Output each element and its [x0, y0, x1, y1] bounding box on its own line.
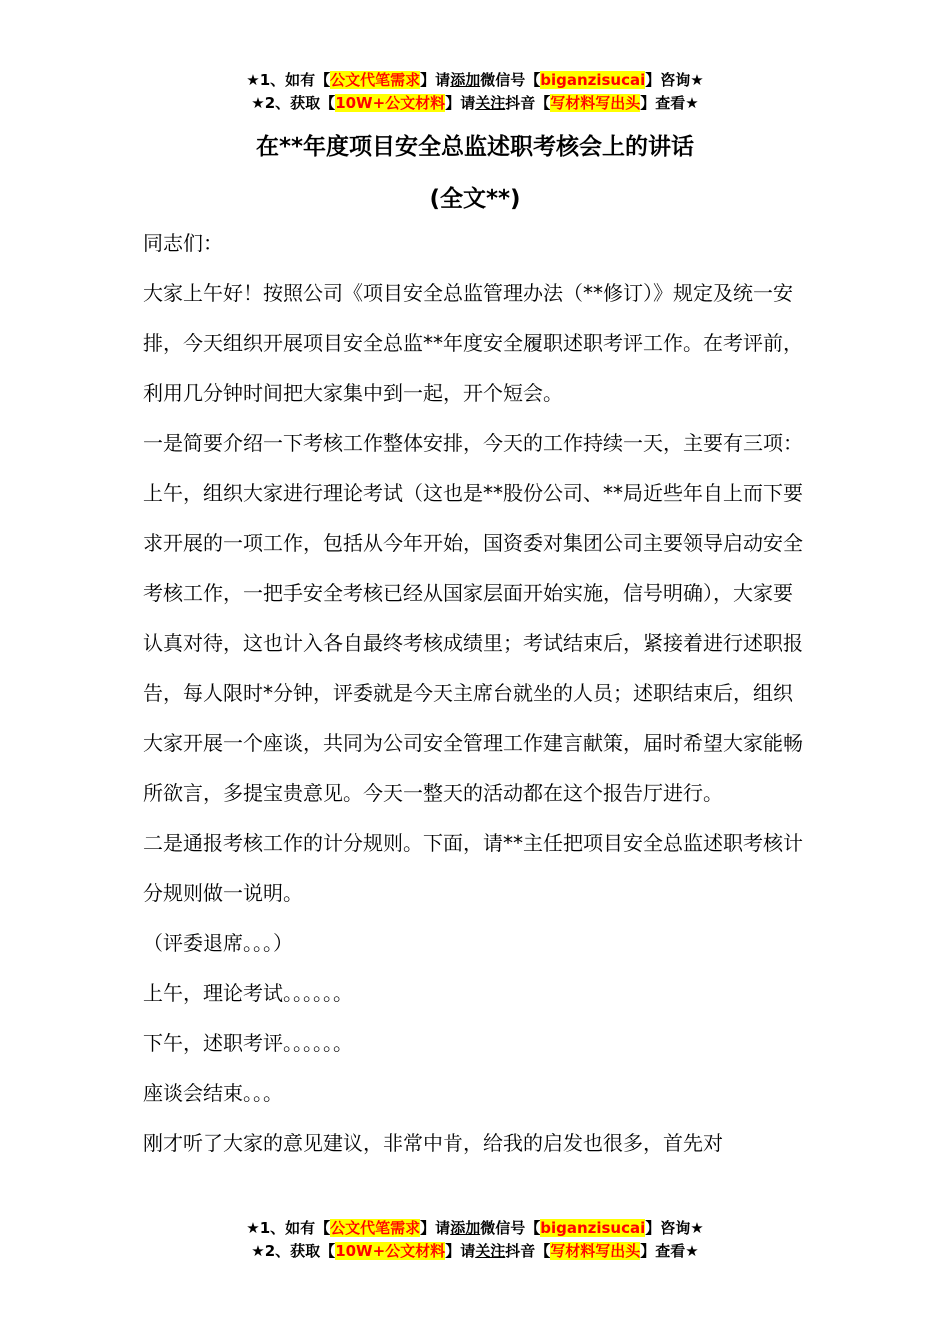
promo-highlight: 10W+公文材料 [335, 1242, 446, 1260]
paragraph: 大家上午好！按照公司《项目安全总监管理办法（**修订）》规定及统一安排，今天组织开展项目安全总监**年度安全履职述职考评工作。在考评前，利用几分钟时间把大家集中到一起，开个短会。 [143, 281, 803, 405]
promo-text: ★2、获取【 [251, 1242, 336, 1260]
paragraph: 刚才听了大家的意见建议，非常中肯，给我的启发也很多，首先对 [143, 1131, 723, 1155]
promo-highlight: 写材料写出头 [550, 94, 641, 112]
promo-text: 抖音【 [505, 94, 551, 112]
promo-text: 】请 [445, 1242, 476, 1260]
promo-text: ★2、获取【 [251, 94, 336, 112]
promo-line-1 [0, 1217, 950, 1240]
paragraph: 上午，理论考试。。。。。。 [143, 981, 353, 1005]
promo-text: 】咨询★ [645, 71, 704, 89]
promo-text: 】请 [445, 94, 476, 112]
promo-underline: 关注 [475, 1242, 506, 1260]
promo-text: ★1、如有【 [246, 1219, 331, 1237]
promo-underline: 关注 [475, 94, 506, 112]
promo-text: 】请 [420, 1219, 451, 1237]
promo-text: ★1、如有【 [246, 71, 331, 89]
promo-highlight: 10W+公文材料 [335, 94, 446, 112]
document-title: 在**年度项目安全总监述职考核会上的讲话 [255, 134, 695, 160]
promo-text: 】查看★ [640, 1242, 699, 1260]
promo-text: 抖音【 [505, 1242, 551, 1260]
promo-banner-bottom [0, 1217, 950, 1263]
paragraph: 座谈会结束。。。 [143, 1081, 283, 1105]
promo-text: 】请 [420, 71, 451, 89]
promo-highlight: 公文代笔需求 [330, 1219, 421, 1237]
document-body [143, 218, 808, 1168]
promo-text: 微信号【 [480, 1219, 541, 1237]
promo-line-2 [0, 92, 950, 115]
promo-underline: 添加 [450, 71, 481, 89]
paragraph: 同志们： [143, 231, 223, 255]
paragraph: 一是简要介绍一下考核工作整体安排，今天的工作持续一天，主要有三项：上午，组织大家进行理论考试（这也是**股份公司、**局近些年自上而下要求开展的一项工作，包括从今年开始，国资委对集团公司主要领导启动安全考核工作，一把手安全考核已经从国家层面开始实施，信号明确），大家要认真对待，这也计入各自最终考核成绩里；考试结束后，紧接着进行述职报告，每人限时*分钟，评委就是今天主席台就坐的人员；述职结束后，组织大家开展一个座谈，共同为公司安全管理工作建言献策，届时希望大家能畅所欲言，多提宝贵意见。今天一整天的活动都在这个报告厅进行。 [143, 431, 803, 805]
promo-highlight: biganzisucai [540, 1219, 646, 1237]
promo-text: 】咨询★ [645, 1219, 704, 1237]
promo-highlight: 写材料写出头 [550, 1242, 641, 1260]
promo-line-2 [0, 1240, 950, 1263]
promo-banner-top [0, 69, 950, 115]
document-subtitle: (全文**) [429, 186, 521, 212]
promo-underline: 添加 [450, 1219, 481, 1237]
promo-highlight: 公文代笔需求 [330, 71, 421, 89]
paragraph: （评委退席。。。） [143, 931, 293, 955]
paragraph: 下午，述职考评。。。。。。 [143, 1031, 353, 1055]
paragraph: 二是通报考核工作的计分规则。下面，请**主任把项目安全总监述职考核计分规则做一说明。 [143, 831, 803, 905]
promo-text: 】查看★ [640, 94, 699, 112]
promo-text: 微信号【 [480, 71, 541, 89]
promo-line-1 [0, 69, 950, 92]
promo-highlight: biganzisucai [540, 71, 646, 89]
